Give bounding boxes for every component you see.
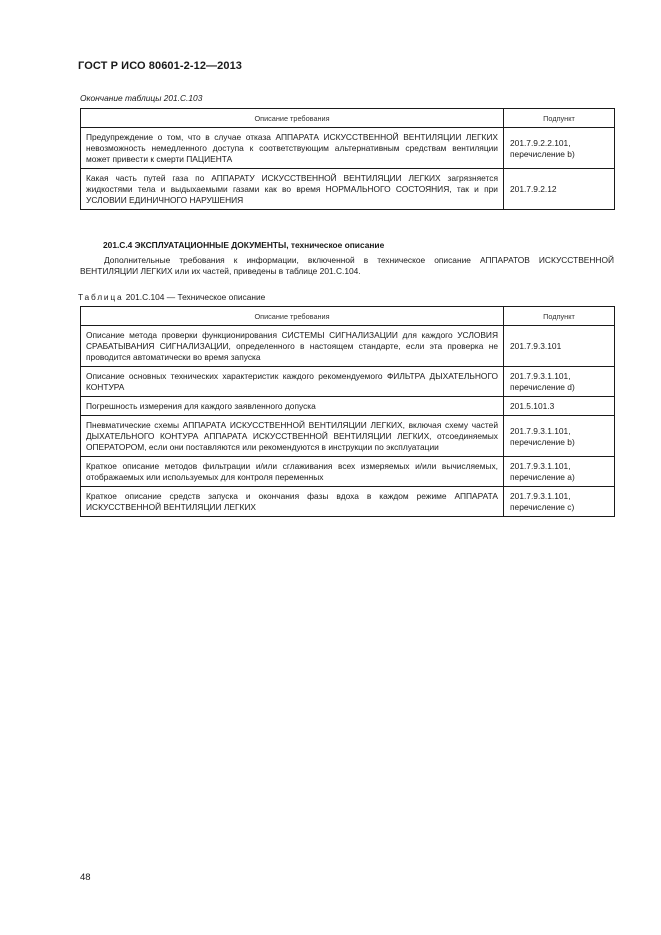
table-row xyxy=(81,169,615,210)
requirements-table-201-c-103 xyxy=(80,108,615,210)
requirement-description: Краткое описание средств запуска и окончания фазы вдоха в каждом режиме АППАРАТА ИСКУССТВЕННОЙ ВЕНТИЛЯЦИИ ЛЕГКИХ xyxy=(81,487,504,517)
requirement-subclause: 201.7.9.3.1.101, перечисление d) xyxy=(504,367,615,397)
column-header-description: Описание требования xyxy=(81,307,504,326)
table-row xyxy=(81,457,615,487)
standard-title: ГОСТ Р ИСО 80601-2-12—2013 xyxy=(78,60,243,72)
requirement-description: Пневматические схемы АППАРАТА ИСКУССТВЕННОЙ ВЕНТИЛЯЦИИ ЛЕГКИХ, включая схему частей ДЫХАТЕЛЬНОГО КОНТУРА АППАРАТА ИСКУССТВЕННОЙ ВЕНТИЛЯЦИИ ЛЕГКИХ, отсоединяемых ОПЕРАТОРОМ, если они поставляются или рекомендуются в инструкции по эксплуатации xyxy=(81,416,504,457)
table-row xyxy=(81,487,615,517)
requirement-subclause: 201.7.9.3.101 xyxy=(504,326,615,367)
column-header-subclause: Подпункт xyxy=(504,109,615,128)
section-number: 201.С.4 xyxy=(103,240,133,250)
column-header-subclause: Подпункт xyxy=(504,307,615,326)
requirement-subclause: 201.7.9.2.2.101, перечисление b) xyxy=(504,128,615,169)
section-subtitle: , техническое описание xyxy=(286,240,385,250)
requirement-subclause: 201.5.101.3 xyxy=(504,397,615,416)
requirements-table-201-c-104 xyxy=(80,306,615,517)
table-row xyxy=(81,397,615,416)
requirement-description: Описание метода проверки функционирования СИСТЕМЫ СИГНАЛИЗАЦИИ для каждого УСЛОВИЯ СРАБАТЫВАНИЯ СИГНАЛИЗАЦИИ, определенного в настоящем стандарте, если эта проверка не проводится автоматически во время запуска xyxy=(81,326,504,367)
requirement-description: Погрешность измерения для каждого заявленного допуска xyxy=(81,397,504,416)
requirement-description: Краткое описание методов фильтрации и/или сглаживания всех измеряемых и/или вычисляемых, отображаемых или используемых для контроля переменных xyxy=(81,457,504,487)
requirement-subclause: 201.7.9.3.1.101, перечисление с) xyxy=(504,487,615,517)
table-continuation-caption: Окончание таблицы 201.С.103 xyxy=(80,93,203,103)
table-header-row xyxy=(81,109,615,128)
table-row xyxy=(81,416,615,457)
section-heading xyxy=(103,240,384,250)
section-paragraph: Дополнительные требования к информации, включенной в техническое описание АППАРАТОВ ИСКУССТВЕННОЙ ВЕНТИЛЯЦИИ ЛЕГКИХ или их частей, приведены в таблице 201.С.104. xyxy=(80,255,614,276)
table-caption-title: 201.С.104 — Техническое описание xyxy=(123,292,266,302)
page-number: 48 xyxy=(80,872,91,883)
requirement-subclause: 201.7.9.3.1.101, перечисление b) xyxy=(504,416,615,457)
requirement-description: Какая часть путей газа по АППАРАТУ ИСКУССТВЕННОЙ ВЕНТИЛЯЦИИ ЛЕГКИХ загрязняется жидкостями тела и выдыхаемыми газами как во время НОРМАЛЬНОГО СОСТОЯНИЯ, так и при УСЛОВИИ ЕДИНИЧНОГО НАРУШЕНИЯ xyxy=(81,169,504,210)
document-header xyxy=(78,60,242,72)
requirement-description: Предупреждение о том, что в случае отказа АППАРАТА ИСКУССТВЕННОЙ ВЕНТИЛЯЦИИ ЛЕГКИХ невозможность немедленного доступа к соответствующим альтернативным средствам вентиляции может привести к смерти ПАЦИЕНТА xyxy=(81,128,504,169)
table-header-row xyxy=(81,307,615,326)
requirement-description: Описание основных технических характеристик каждого рекомендуемого ФИЛЬТРА ДЫХАТЕЛЬНОГО КОНТУРА xyxy=(81,367,504,397)
table-row xyxy=(81,367,615,397)
table-104-caption xyxy=(78,292,265,302)
table-row xyxy=(81,128,615,169)
section-title: ЭКСПЛУАТАЦИОННЫЕ ДОКУМЕНТЫ xyxy=(134,240,287,250)
requirement-subclause: 201.7.9.2.12 xyxy=(504,169,615,210)
column-header-description: Описание требования xyxy=(81,109,504,128)
requirement-subclause: 201.7.9.3.1.101, перечисление а) xyxy=(504,457,615,487)
table-caption-label: Таблица xyxy=(78,292,124,302)
table-row xyxy=(81,326,615,367)
